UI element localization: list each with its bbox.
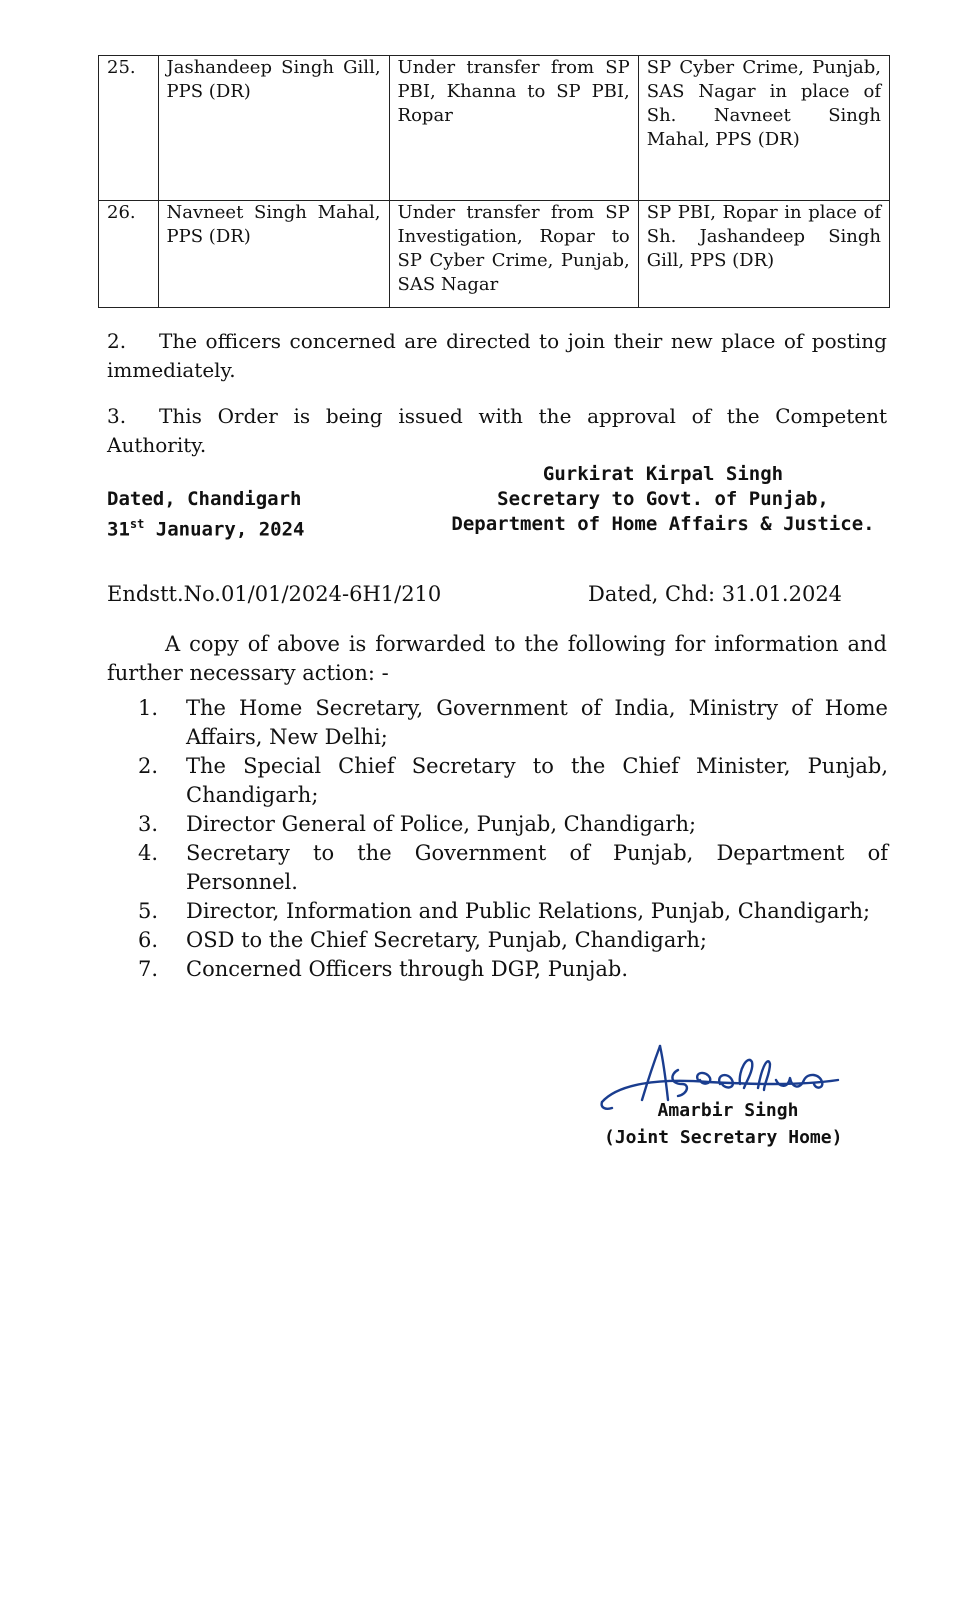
order-place: Dated, Chandigarh	[107, 488, 302, 510]
paragraph-text: This Order is being issued with the approval of the Competent Authority.	[107, 404, 887, 457]
endorser-name: Amarbir Singh	[657, 1100, 799, 1121]
table-row	[99, 201, 890, 308]
order-date-month-year: January, 2024	[144, 518, 305, 541]
postings-table	[98, 55, 890, 308]
signatory-name: Gurkirat Kirpal Singh	[542, 463, 784, 485]
paragraph-2	[107, 327, 887, 385]
signatory-department: Department of Home Affairs & Justice.	[451, 513, 875, 535]
serial-number: 25.	[99, 56, 159, 201]
transfer-details: Under transfer from SP Investigation, Ropar to SP Cyber Crime, Punjab, SAS Nagar	[389, 201, 638, 308]
order-date-block	[107, 487, 305, 542]
order-date	[107, 512, 305, 542]
list-text: The Special Chief Secretary to the Chief Minister, Punjab, Chandigarh;	[186, 754, 888, 807]
list-text: Director General of Police, Punjab, Chandigarh;	[186, 812, 697, 836]
list-number: 7.	[138, 957, 159, 981]
recipients-list	[138, 694, 888, 984]
list-text: Director, Information and Public Relations, Punjab, Chandigarh;	[186, 899, 871, 923]
list-text: Concerned Officers through DGP, Punjab.	[186, 957, 629, 981]
list-number: 5.	[138, 899, 159, 923]
list-item	[138, 955, 888, 984]
list-item	[138, 926, 888, 955]
order-date-day: 31	[107, 518, 130, 541]
serial-number: 26.	[99, 201, 159, 308]
posting-details: SP Cyber Crime, Punjab, SAS Nagar in place of Sh. Navneet Singh Mahal, PPS (DR)	[638, 56, 889, 201]
list-number: 3.	[138, 812, 159, 836]
list-number: 2.	[138, 754, 159, 778]
list-text: The Home Secretary, Government of India, Ministry of Home Affairs, New Delhi;	[186, 696, 888, 749]
paragraph-number: 2.	[107, 329, 127, 353]
paragraph-number: 3.	[107, 404, 127, 428]
officer-name: Jashandeep Singh Gill, PPS (DR)	[158, 56, 389, 201]
list-item	[138, 897, 888, 926]
list-number: 1.	[138, 696, 159, 720]
endorsement-date: Dated, Chd: 31.01.2024	[588, 582, 843, 606]
list-item	[138, 694, 888, 752]
list-number: 4.	[138, 841, 159, 865]
endorsement-number: Endstt.No.01/01/2024-6H1/210	[107, 582, 442, 606]
paragraph-3	[107, 402, 887, 460]
signatory-designation: Secretary to Govt. of Punjab,	[497, 488, 829, 510]
table-row	[99, 56, 890, 201]
list-text: Secretary to the Government of Punjab, Department of Personnel.	[186, 841, 888, 894]
forward-text: A copy of above is forwarded to the following for information and further necessary action: -	[107, 632, 887, 685]
signatory-block	[440, 462, 886, 537]
list-number: 6.	[138, 928, 159, 952]
list-item	[138, 839, 888, 897]
endorser-title: (Joint Secretary Home)	[604, 1127, 843, 1148]
list-item	[138, 752, 888, 810]
order-date-suffix: st	[129, 517, 145, 531]
transfer-details: Under transfer from SP PBI, Khanna to SP PBI, Ropar	[389, 56, 638, 201]
posting-details: SP PBI, Ropar in place of Sh. Jashandeep Singh Gill, PPS (DR)	[638, 201, 889, 308]
paragraph-text: The officers concerned are directed to join their new place of posting immediately.	[107, 329, 887, 382]
officer-name: Navneet Singh Mahal, PPS (DR)	[158, 201, 389, 308]
list-item	[138, 810, 888, 839]
list-text: OSD to the Chief Secretary, Punjab, Chandigarh;	[186, 928, 707, 952]
